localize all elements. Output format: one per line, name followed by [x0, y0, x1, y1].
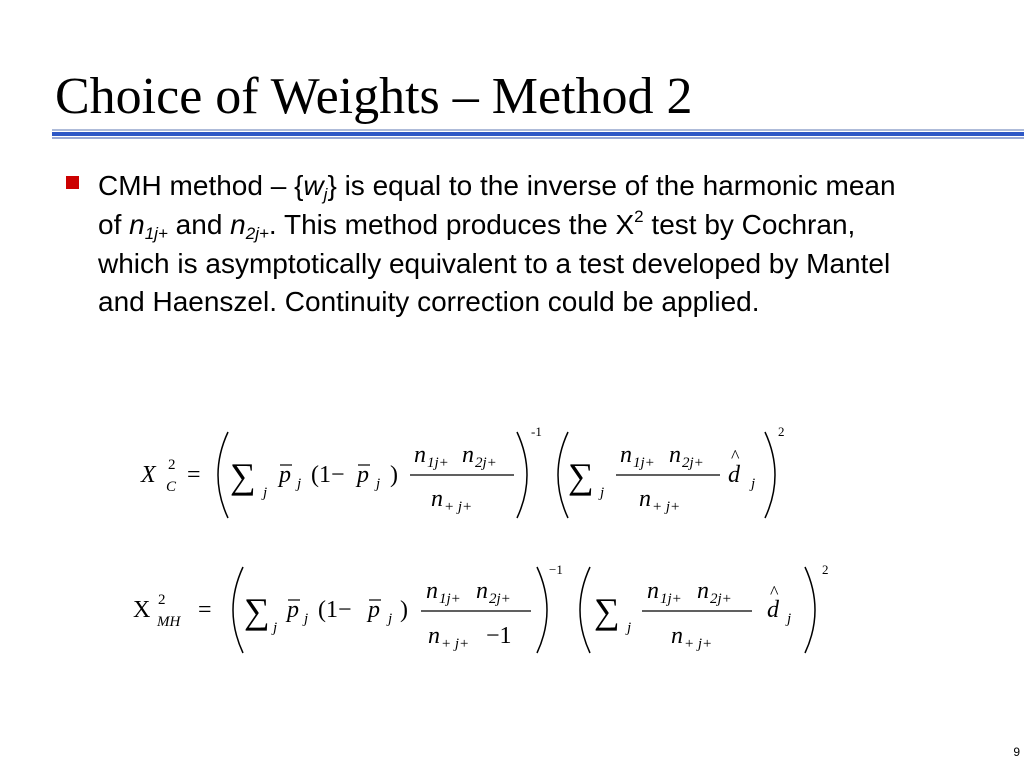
svg-text:j: j — [263, 485, 268, 501]
svg-text:j: j — [627, 620, 632, 636]
svg-text:n: n — [647, 578, 659, 604]
svg-text:+ j+: + j+ — [441, 636, 470, 652]
svg-text:∑: ∑ — [230, 456, 256, 496]
svg-text:): ) — [390, 462, 398, 488]
svg-text:2j+: 2j+ — [682, 455, 704, 471]
svg-text:−1: −1 — [549, 562, 563, 577]
svg-text:j: j — [600, 485, 605, 501]
svg-text:-1: -1 — [531, 424, 542, 439]
svg-text:X: X — [133, 597, 151, 623]
svg-text:+ j+: + j+ — [444, 499, 473, 515]
svg-text:n: n — [669, 442, 681, 468]
svg-text:n: n — [414, 442, 426, 468]
svg-text:=: = — [187, 462, 201, 488]
svg-text:(1−: (1− — [318, 597, 352, 623]
svg-text:∑: ∑ — [594, 591, 620, 631]
svg-text:2j+: 2j+ — [710, 591, 732, 607]
svg-text:C: C — [166, 479, 177, 495]
page-number: 9 — [1013, 745, 1020, 759]
svg-text:): ) — [400, 597, 408, 623]
svg-text:j: j — [388, 611, 393, 627]
slide-title: Choice of Weights – Method 2 — [55, 68, 693, 125]
svg-text:2: 2 — [158, 592, 166, 608]
svg-text:n: n — [428, 623, 440, 649]
svg-text:1j+: 1j+ — [660, 591, 682, 607]
svg-text:1j+: 1j+ — [427, 455, 449, 471]
svg-text:2: 2 — [778, 424, 785, 439]
svg-text:2j+: 2j+ — [489, 591, 511, 607]
svg-text:p: p — [368, 597, 380, 623]
svg-text:=: = — [198, 597, 212, 623]
svg-text:n: n — [671, 623, 683, 649]
svg-text:2: 2 — [822, 562, 829, 577]
svg-text:n: n — [476, 578, 488, 604]
svg-text:2: 2 — [168, 457, 176, 473]
formula-mantel-haenszel — [0, 555, 1024, 670]
svg-text:n: n — [639, 486, 651, 512]
svg-text:−1: −1 — [486, 623, 512, 649]
svg-text:^: ^ — [731, 446, 740, 466]
svg-text:j: j — [787, 611, 792, 627]
svg-text:2j+: 2j+ — [475, 455, 497, 471]
svg-text:j: j — [751, 476, 756, 492]
svg-text:p: p — [279, 462, 291, 488]
svg-text:d: d — [728, 462, 740, 488]
formula-cochran — [0, 415, 1024, 535]
svg-text:n: n — [426, 578, 438, 604]
svg-text:1j+: 1j+ — [439, 591, 461, 607]
svg-text:n: n — [431, 486, 443, 512]
svg-text:p: p — [287, 597, 299, 623]
svg-text:n: n — [697, 578, 709, 604]
svg-text:d: d — [767, 597, 779, 623]
svg-text:MH: MH — [157, 614, 181, 630]
svg-text:j: j — [376, 476, 381, 492]
bullet-text: CMH method – $\{w_j\}$ is equal to the inverse of the harmonic mean of $n_{1j+}$ and $n_{2j+}$. This method produces the $X^2$ test by Cochran, which is asymptotically equivalent to a test developed by Mantel and Haenszel. Continuity correction could be applied. — [98, 170, 896, 318]
svg-text:j: j — [273, 620, 278, 636]
title-underline-bottom — [52, 137, 1024, 139]
svg-text:∑: ∑ — [244, 591, 270, 631]
svg-text:^: ^ — [770, 582, 779, 602]
bullet-square-icon — [66, 176, 79, 189]
svg-text:j: j — [297, 476, 302, 492]
svg-text:(1−: (1− — [311, 462, 345, 488]
svg-text:1j+: 1j+ — [633, 455, 655, 471]
svg-text:∑: ∑ — [568, 456, 594, 496]
svg-text:+ j+: + j+ — [652, 499, 681, 515]
title-underline-top — [52, 129, 1024, 131]
title-underline — [52, 129, 1024, 141]
svg-text:p: p — [357, 462, 369, 488]
svg-text:j: j — [304, 611, 309, 627]
svg-text:n: n — [620, 442, 632, 468]
svg-text:n: n — [462, 442, 474, 468]
svg-text:X: X — [141, 462, 156, 488]
title-underline-main — [52, 132, 1024, 136]
svg-text:+ j+: + j+ — [684, 636, 713, 652]
